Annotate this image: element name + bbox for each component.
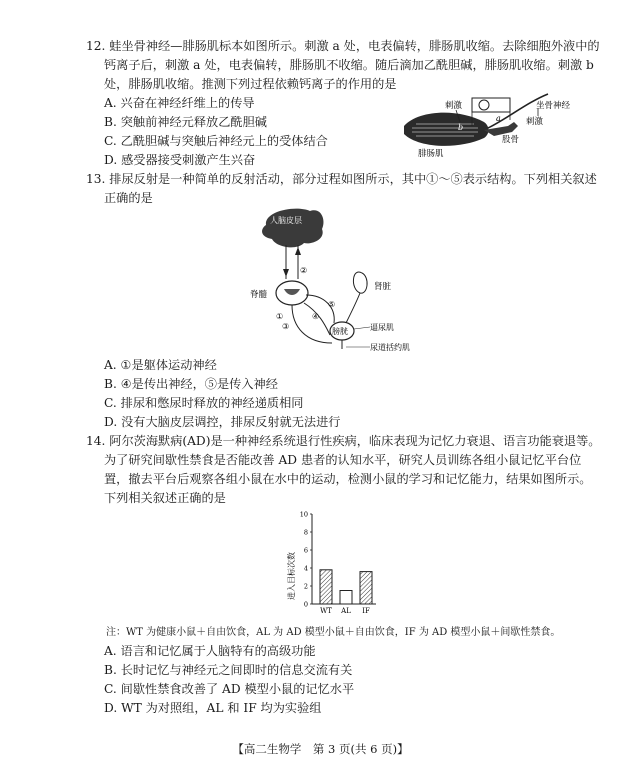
meter-box <box>472 98 510 112</box>
label-n4: ④ <box>312 312 320 321</box>
label-n1: ① <box>276 312 284 321</box>
q12-stem-line-1: 12. 蛙坐骨神经—腓肠肌标本如图所示。刺激 a 处，电表偏转，腓肠肌收缩。去除细胞外液中的 <box>86 39 600 53</box>
q14-option-a: A. 语言和记忆属于人脑特有的高级功能 <box>104 644 316 658</box>
y-axis-label: 进入目标次数 <box>287 552 296 600</box>
q13-stem-line-2: 正确的是 <box>104 191 153 205</box>
label-sphincter: 尿道括约肌 <box>370 343 410 352</box>
label-cortex: 人脑皮层 <box>270 216 302 225</box>
label-detrusor: 逼尿肌 <box>370 323 394 332</box>
label-bone: 股骨 <box>502 135 520 145</box>
label-a: a <box>496 114 501 123</box>
q12-option-c: C. 乙酰胆碱与突触后神经元上的受体结合 <box>104 134 328 148</box>
page-footer: 【高二生物学 第 3 页(共 6 页)】 <box>232 742 409 756</box>
y-tick-label: 0 <box>303 600 308 609</box>
q14-stem-line-4: 下列相关叙述正确的是 <box>104 491 226 505</box>
bar-wt <box>320 570 332 604</box>
label-n2: ② <box>300 266 308 275</box>
q12-stem-line-2: 钙离子后，刺激 a 处，电表偏转，腓肠肌不收缩。随后滴加乙酰胆碱，腓肠肌收缩。刺激 b <box>104 58 594 72</box>
q14-option-d: D. WT 为对照组，AL 和 IF 均为实验组 <box>104 701 322 715</box>
bar-if <box>360 572 372 604</box>
q12-option-d: D. 感受器接受刺激产生兴奋 <box>104 153 256 167</box>
q13-option-d: D. 没有大脑皮层调控，排尿反射就无法进行 <box>104 415 341 429</box>
y-tick-label: 2 <box>303 582 308 591</box>
q13-stem-line-1: 13. 排尿反射是一种简单的反射活动，部分过程如图所示，其中①～⑤表示结构。下列相关叙述 <box>86 172 597 186</box>
label-kidney: 肾脏 <box>374 282 392 292</box>
galvanometer-icon <box>479 100 489 110</box>
cortex-shape <box>262 209 323 248</box>
label-n3: ③ <box>282 322 290 331</box>
q14-stem-line-3: 置，撤去平台后观察各组小鼠在水中的运动，检测小鼠的学习和记忆能力，结果如图所示。 <box>104 472 592 486</box>
femur-shape <box>484 122 518 136</box>
q14-note: 注：WT 为健康小鼠＋自由饮食，AL 为 AD 模型小鼠＋自由饮食，IF 为 AD 模型小鼠＋间歇性禁食。 <box>106 627 561 638</box>
kidney-shape <box>353 272 367 293</box>
label-b: b <box>458 123 464 132</box>
label-n5: ⑤ <box>328 300 336 309</box>
muscle-shape <box>404 113 489 146</box>
q13-option-c: C. 排尿和憋尿时释放的神经递质相同 <box>104 396 304 410</box>
q13-option-a: A. ①是躯体运动神经 <box>104 358 217 372</box>
label-stim-top: 刺激 <box>445 101 463 111</box>
q13-reflex-figure <box>246 207 440 355</box>
q13-option-b: B. ④是传出神经，⑤是传入神经 <box>104 377 278 391</box>
y-tick-label: 4 <box>303 564 308 573</box>
q12-option-b: B. 突触前神经元释放乙酰胆碱 <box>104 115 267 129</box>
q14-stem-line-2: 为了研究间歇性禁食是否能改善 AD 患者的认知水平，研究人员训练各组小鼠记忆平台位 <box>104 453 582 467</box>
q14-option-c: C. 间歇性禁食改善了 AD 模型小鼠的记忆水平 <box>104 682 355 696</box>
label-muscle: 腓肠肌 <box>418 149 444 159</box>
q12-nerve-muscle-figure <box>398 88 571 160</box>
y-tick-label: 6 <box>303 546 308 555</box>
q12-option-a: A. 兴奋在神经纤维上的传导 <box>104 96 255 110</box>
label-bladder: 膀胱 <box>332 327 348 336</box>
q14-stem-line-1: 14. 阿尔茨海默病(AD)是一种神经系统退行性疾病，临床表现为记忆力衰退、语言功能衰退等。 <box>86 434 601 448</box>
label-spine: 脊髓 <box>250 290 268 300</box>
x-tick-label: WT <box>320 607 332 615</box>
y-tick-label: 8 <box>303 528 308 537</box>
q14-option-b: B. 长时记忆与神经元之间即时的信息交流有关 <box>104 663 353 677</box>
x-tick-label: IF <box>362 607 370 615</box>
q12-stem-line-3: 处，腓肠肌收缩。推测下列过程依赖钙离子的作用的是 <box>104 77 397 91</box>
label-nerve: 坐骨神经 <box>536 101 571 111</box>
q14-bar-chart <box>282 508 382 620</box>
bar-al <box>340 591 352 605</box>
y-tick-label: 10 <box>299 510 308 519</box>
x-tick-label: AL <box>341 607 351 615</box>
label-stim-right: 刺激 <box>526 117 544 127</box>
